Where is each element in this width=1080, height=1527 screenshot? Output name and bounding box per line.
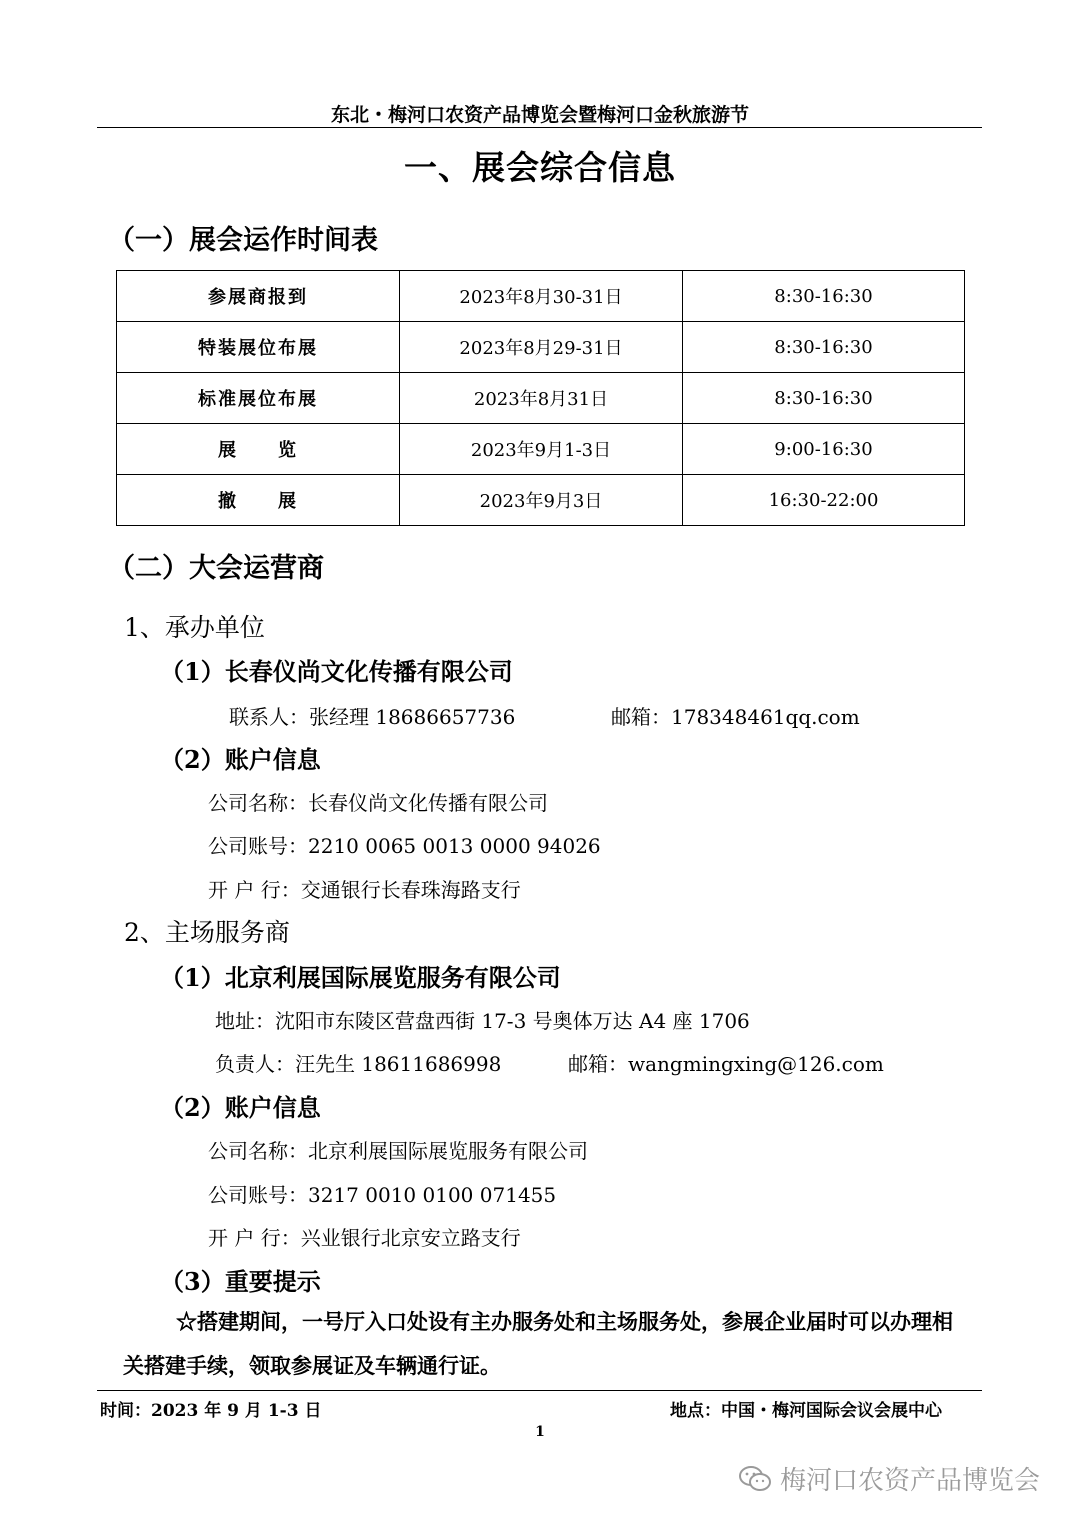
organizer-contact: 联系人：张经理 18686657736 (229, 705, 516, 729)
organizer-email: 邮箱：178348461qq.com (611, 705, 860, 729)
schedule-stage-cell: 特装展位布展 (117, 322, 400, 373)
table-row (117, 424, 965, 475)
schedule-date-cell: 2023年9月3日 (400, 475, 683, 526)
table-row (117, 475, 965, 526)
schedule-time-cell: 8:30-16:30 (683, 373, 965, 424)
schedule-date-cell: 2023年8月29-31日 (400, 322, 683, 373)
service-account-name: 公司名称：北京利展国际展览服务有限公司 (208, 1139, 588, 1163)
section-heading-schedule: （一）展会运作时间表 (108, 225, 378, 256)
schedule-time-cell: 9:00-16:30 (683, 424, 965, 475)
organizer-account-heading: （2）账户信息 (160, 745, 321, 774)
table-row (117, 322, 965, 373)
table-row (117, 271, 965, 322)
service-bank: 开 户 行：兴业银行北京安立路支行 (208, 1226, 521, 1250)
schedule-stage-cell: 参展商报到 (117, 271, 400, 322)
table-row (117, 373, 965, 424)
page-title: 一、展会综合信息 (404, 148, 676, 187)
section-heading-operators: （二）大会运营商 (108, 553, 324, 584)
service-address: 地址：沈阳市东陵区营盘西街 17-3 号奥体万达 A4 座 1706 (215, 1009, 750, 1033)
watermark (738, 1460, 1040, 1497)
notice-text-line-2: 关搭建手续，领取参展证及车辆通行证。 (123, 1353, 501, 1378)
organizer-bank: 开 户 行：交通银行长春珠海路支行 (208, 878, 521, 902)
notice-text-line-1: ☆搭建期间，一号厅入口处设有主办服务处和主场服务处，参展企业届时可以办理相 (176, 1309, 953, 1334)
notice-heading: （3）重要提示 (160, 1267, 321, 1296)
schedule-table (116, 270, 965, 526)
schedule-time-cell: 16:30-22:00 (683, 475, 965, 526)
schedule-stage-cell: 展 览 (117, 424, 400, 475)
schedule-date-cell: 2023年8月31日 (400, 373, 683, 424)
service-contact: 负责人：汪先生 18611686998 (215, 1052, 502, 1076)
wechat-icon (738, 1465, 772, 1493)
service-email: 邮箱：wangmingxing@126.com (568, 1052, 884, 1076)
organizer-company-heading: （1）长春仪尚文化传播有限公司 (160, 657, 513, 686)
schedule-stage-cell: 撤 展 (117, 475, 400, 526)
schedule-stage-cell: 标准展位布展 (117, 373, 400, 424)
schedule-date-cell: 2023年9月1-3日 (400, 424, 683, 475)
service-company-heading: （1）北京利展国际展览服务有限公司 (160, 963, 561, 992)
service-heading: 2、主场服务商 (124, 918, 290, 947)
schedule-time-cell: 8:30-16:30 (683, 271, 965, 322)
footer-location: 地点：中国・梅河国际会议会展中心 (670, 1401, 942, 1421)
organizer-heading: 1、承办单位 (124, 613, 265, 642)
organizer-account-name: 公司名称：长春仪尚文化传播有限公司 (208, 791, 548, 815)
watermark-text: 梅河口农资产品博览会 (780, 1466, 1041, 1496)
footer-time: 时间：2023 年 9 月 1-3 日 (100, 1401, 322, 1421)
organizer-account-number: 公司账号：2210 0065 0013 0000 94026 (208, 834, 601, 858)
service-account-heading: （2）账户信息 (160, 1093, 321, 1122)
schedule-time-cell: 8:30-16:30 (683, 322, 965, 373)
service-account-number: 公司账号：3217 0010 0100 071455 (208, 1183, 557, 1207)
schedule-date-cell: 2023年8月30-31日 (400, 271, 683, 322)
header-title: 东北・梅河口农资产品博览会暨梅河口金秋旅游节 (330, 104, 749, 126)
header-divider (97, 127, 982, 128)
footer-divider (97, 1390, 982, 1391)
page-number: 1 (535, 1424, 545, 1440)
